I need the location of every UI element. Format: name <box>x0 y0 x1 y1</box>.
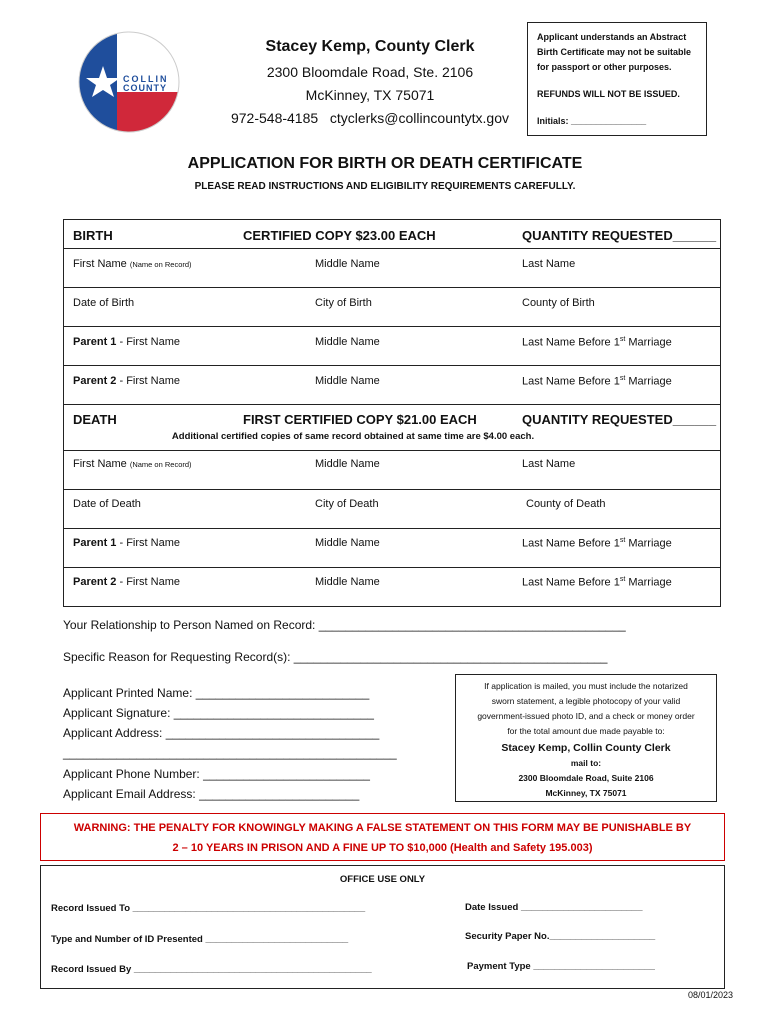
false-statement-warning <box>40 813 725 861</box>
applicant-address-line2[interactable]: __________________________________________________ <box>63 746 397 760</box>
birth-parent2-first-label: - First Name <box>116 375 180 387</box>
refunds-notice: REFUNDS WILL NOT BE ISSUED. <box>537 89 680 99</box>
death-parent1-first[interactable] <box>73 537 180 549</box>
passport-notice-box <box>527 22 707 136</box>
death-parent2-last[interactable] <box>522 576 672 589</box>
birth-first-name-label: First Name <box>73 258 127 270</box>
relationship-field[interactable]: Your Relationship to Person Named on Record: ______________________________________________ <box>63 618 626 632</box>
death-last-name[interactable]: Last Name <box>522 458 576 470</box>
birth-parent1-last-label: Last Name Before 1 <box>522 336 620 349</box>
mail-line2: sworn statement, a legible photocopy of your valid <box>491 696 681 706</box>
birth-parent2-last[interactable] <box>522 375 672 388</box>
notice-line2: Birth Certificate may not be suitable <box>537 47 692 57</box>
birth-city[interactable]: City of Birth <box>315 297 372 309</box>
birth-quantity[interactable]: QUANTITY REQUESTED______ <box>522 228 717 243</box>
birth-parent2-sup: st <box>619 375 626 382</box>
security-paper-field[interactable]: Security Paper No.____________________ <box>465 931 656 942</box>
birth-last-name[interactable]: Last Name <box>522 258 576 270</box>
birth-parent2-label: Parent 2 <box>73 375 117 387</box>
mail-to-label: mail to: <box>570 758 602 768</box>
death-price: FIRST CERTIFIED COPY $21.00 EACH <box>243 412 477 427</box>
birth-parent1-first-label: - First Name <box>116 336 180 348</box>
death-parent2-middle[interactable]: Middle Name <box>315 576 380 588</box>
death-middle-name[interactable]: Middle Name <box>315 458 380 470</box>
death-parent1-label: Parent 1 <box>73 537 117 549</box>
form-revision-date: 08/01/2023 <box>687 990 733 1000</box>
applicant-email-field[interactable]: Applicant Email Address: ________________________ <box>63 787 360 801</box>
birth-parent2-middle[interactable]: Middle Name <box>315 375 380 387</box>
mail-line3: government-issued photo ID, and a check or money order <box>477 711 695 721</box>
birth-parent1-first[interactable] <box>73 336 180 348</box>
initials-field[interactable]: Initials: _______________ <box>537 116 647 126</box>
form-subtitle: PLEASE READ INSTRUCTIONS AND ELIGIBILITY REQUIREMENTS CAREFULLY. <box>194 181 576 192</box>
birth-parent1-marriage: Marriage <box>625 336 672 349</box>
death-additional-copies-note: Additional certified copies of same record obtained at same time are $4.00 each. <box>171 431 535 442</box>
mail-line4: for the total amount due made payable to: <box>507 726 665 736</box>
death-parent1-marriage: Marriage <box>625 537 672 550</box>
death-parent1-last-label: Last Name Before 1 <box>522 537 620 550</box>
applicant-phone-field[interactable]: Applicant Phone Number: _________________________ <box>63 767 370 781</box>
death-parent1-first-label: - First Name <box>116 537 180 549</box>
birth-date[interactable]: Date of Birth <box>73 297 135 309</box>
birth-parent2-first[interactable] <box>73 375 180 387</box>
death-first-name[interactable] <box>73 458 192 470</box>
death-parent1-last[interactable] <box>522 537 672 550</box>
death-parent2-marriage: Marriage <box>625 576 672 589</box>
office-use-box <box>40 865 725 989</box>
clerk-address: 2300 Bloomdale Road, Ste. 2106 <box>266 64 474 80</box>
death-parent2-last-label: Last Name Before 1 <box>522 576 620 589</box>
applicant-printed-name-field[interactable]: Applicant Printed Name: __________________________ <box>63 686 370 700</box>
birth-middle-name[interactable]: Middle Name <box>315 258 380 270</box>
applicant-address-field[interactable]: Applicant Address: ________________________________ <box>63 726 380 740</box>
birth-parent1-last[interactable] <box>522 336 672 349</box>
death-parent1-sup: st <box>619 537 626 544</box>
date-issued-field[interactable]: Date Issued _______________________ <box>465 902 643 913</box>
collin-county-logo <box>77 30 181 134</box>
reason-field[interactable]: Specific Reason for Requesting Record(s): _______________________________________________ <box>63 650 608 664</box>
warning-line1: WARNING: THE PENALTY FOR KNOWINGLY MAKING A FALSE STATEMENT ON THIS FORM MAY BE PUNISHABLE BY <box>73 822 692 834</box>
death-first-name-label: First Name <box>73 458 127 470</box>
birth-county[interactable]: County of Birth <box>522 297 595 309</box>
birth-first-name-note: (Name on Record) <box>129 260 192 269</box>
birth-header: BIRTH <box>73 228 113 243</box>
death-parent1-middle[interactable]: Middle Name <box>315 537 380 549</box>
death-parent2-sup: st <box>619 576 626 583</box>
record-issued-to-field[interactable]: Record Issued To ____________________________________________ <box>51 903 366 914</box>
birth-parent1-label: Parent 1 <box>73 336 117 348</box>
mail-address2: McKinney, TX 75071 <box>545 788 627 798</box>
birth-parent2-marriage: Marriage <box>625 375 672 388</box>
death-quantity[interactable]: QUANTITY REQUESTED______ <box>522 412 717 427</box>
notice-line1: Applicant understands an Abstract <box>537 32 687 42</box>
warning-line2: 2 – 10 YEARS IN PRISON AND A FINE UP TO $10,000 (Health and Safety 195.003) <box>172 842 593 854</box>
birth-price: CERTIFIED COPY $23.00 EACH <box>243 228 436 243</box>
clerk-city: McKinney, TX 75071 <box>305 87 435 103</box>
death-city[interactable]: City of Death <box>315 498 379 510</box>
death-parent2-label: Parent 2 <box>73 576 117 588</box>
notice-line3: for passport or other purposes. <box>537 62 672 72</box>
birth-parent1-sup: st <box>619 336 626 343</box>
mail-line1: If application is mailed, you must include the notarized <box>484 681 688 691</box>
death-parent2-first-label: - First Name <box>116 576 180 588</box>
birth-first-name[interactable] <box>73 258 192 270</box>
mail-payee: Stacey Kemp, Collin County Clerk <box>501 742 671 754</box>
clerk-contact: 972-548-4185 ctyclerks@collincountytx.gov <box>230 110 510 126</box>
applicant-signature-field[interactable]: Applicant Signature: ______________________________ <box>63 706 374 720</box>
form-title: APPLICATION FOR BIRTH OR DEATH CERTIFICATE <box>187 155 583 172</box>
office-use-title: OFFICE USE ONLY <box>339 874 426 885</box>
id-type-field[interactable]: Type and Number of ID Presented ___________________________ <box>51 934 349 945</box>
payment-type-field[interactable]: Payment Type _______________________ <box>467 961 655 972</box>
record-issued-by-field[interactable]: Record Issued By _____________________________________________ <box>51 964 372 975</box>
mail-address1: 2300 Bloomdale Road, Suite 2106 <box>518 773 654 783</box>
death-header: DEATH <box>73 412 117 427</box>
death-date[interactable]: Date of Death <box>73 498 141 510</box>
death-county[interactable]: County of Death <box>526 498 606 510</box>
logo-text-collin: COLLIN <box>123 74 169 84</box>
death-first-name-note: (Name on Record) <box>129 460 192 469</box>
mail-instructions-box <box>455 674 717 802</box>
death-parent2-first[interactable] <box>73 576 180 588</box>
birth-parent1-middle[interactable]: Middle Name <box>315 336 380 348</box>
clerk-name: Stacey Kemp, County Clerk <box>265 38 475 55</box>
birth-parent2-last-label: Last Name Before 1 <box>522 375 620 388</box>
logo-text-county: COUNTY <box>123 83 167 93</box>
